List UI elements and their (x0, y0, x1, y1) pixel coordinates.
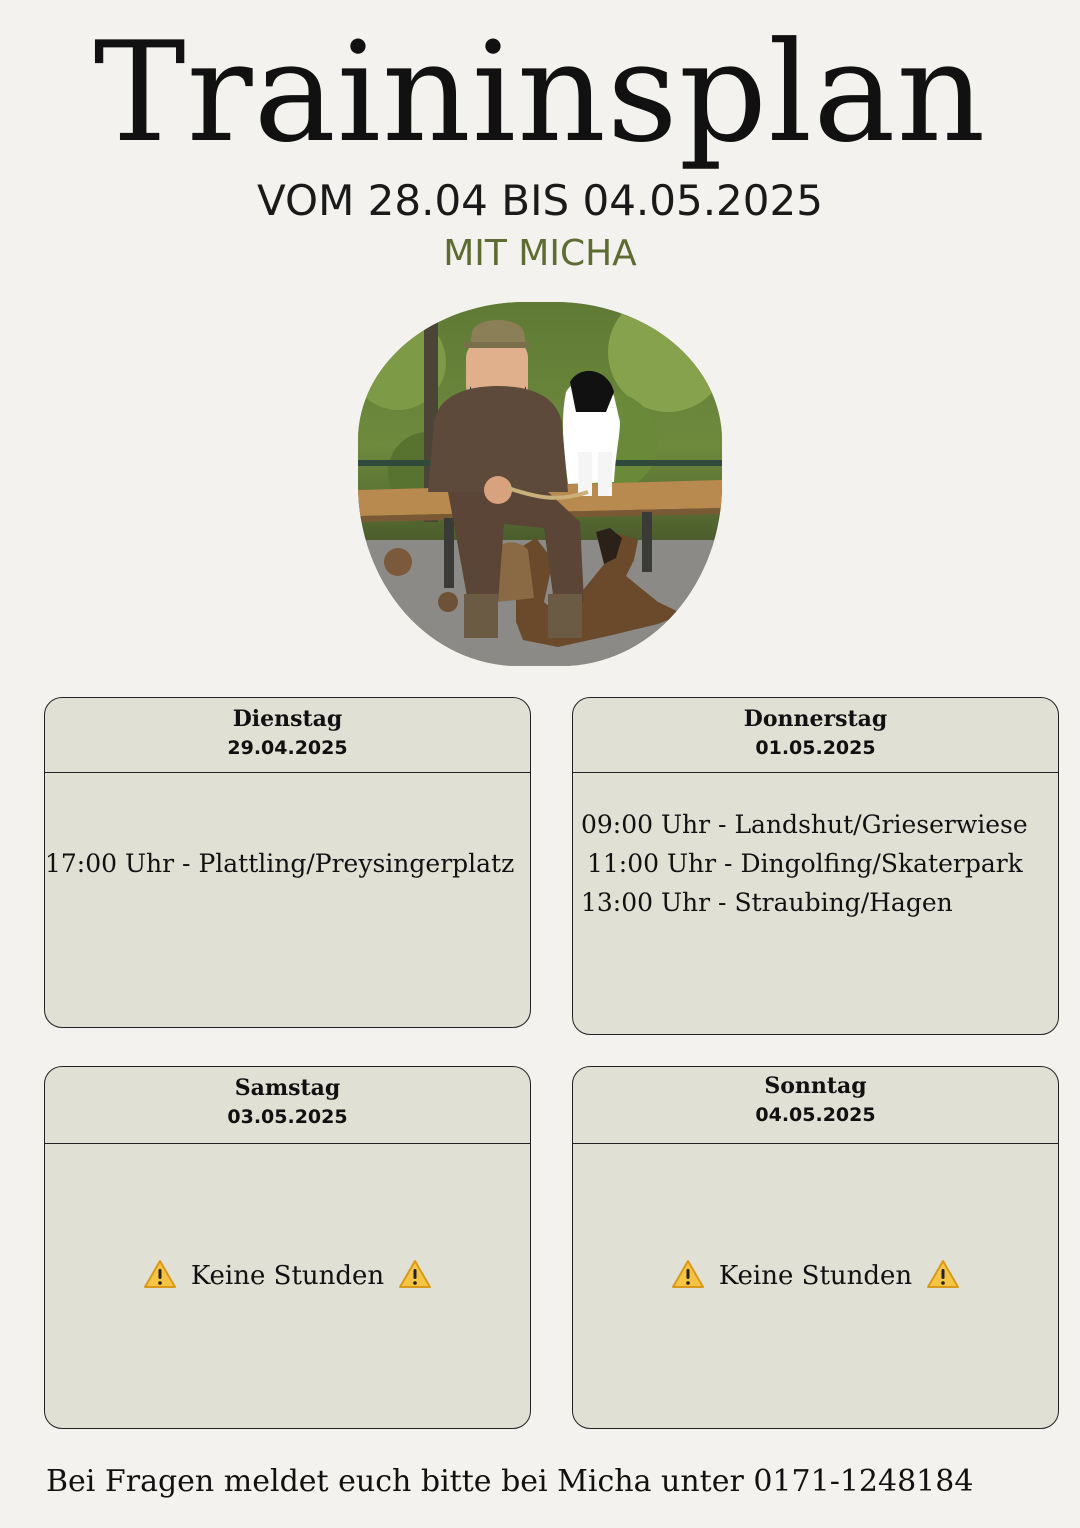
session-item: 13:00 Uhr - Straubing/Hagen (581, 888, 953, 917)
no-sessions-notice (573, 1259, 1058, 1292)
schedule-card-dienstag (44, 697, 531, 1028)
trainer-name: MIT MICHA (443, 233, 637, 274)
card-header (45, 698, 530, 773)
card-header (45, 1067, 530, 1144)
session-item: 17:00 Uhr - Plattling/Preysingerplatz (45, 849, 515, 878)
card-day: Dienstag (232, 706, 343, 732)
schedule-card-sonntag (572, 1066, 1059, 1429)
session-list (581, 805, 1058, 922)
card-date: 29.04.2025 (227, 737, 348, 759)
date-range: VOM 28.04 BIS 04.05.2025 (257, 176, 823, 225)
no-sessions-label: Keine Stunden (190, 1261, 385, 1291)
card-header (573, 1067, 1058, 1144)
warning-icon (671, 1259, 705, 1289)
card-date: 01.05.2025 (755, 737, 876, 759)
card-date: 04.05.2025 (755, 1104, 876, 1126)
warning-icon (398, 1259, 432, 1289)
session-item: 11:00 Uhr - Dingolfing/Skaterpark (587, 849, 1023, 878)
card-header (573, 698, 1058, 773)
card-date: 03.05.2025 (227, 1106, 348, 1128)
no-sessions-label: Keine Stunden (718, 1261, 913, 1291)
schedule-card-donnerstag (572, 697, 1059, 1035)
card-day: Donnerstag (743, 706, 888, 732)
warning-icon (143, 1259, 177, 1289)
trainer-photo (358, 302, 722, 666)
warning-icon (926, 1259, 960, 1289)
schedule-card-samstag (44, 1066, 531, 1429)
card-day: Sonntag (764, 1073, 867, 1099)
contact-footer: Bei Fragen meldet euch bitte bei Micha unter 0171-1248184 (46, 1464, 974, 1499)
session-item: 09:00 Uhr - Landshut/Grieserwiese (581, 810, 1028, 839)
no-sessions-notice (45, 1259, 530, 1292)
card-day: Samstag (234, 1075, 341, 1101)
page-title: Traininsplan (93, 12, 987, 173)
session-list (45, 844, 530, 883)
